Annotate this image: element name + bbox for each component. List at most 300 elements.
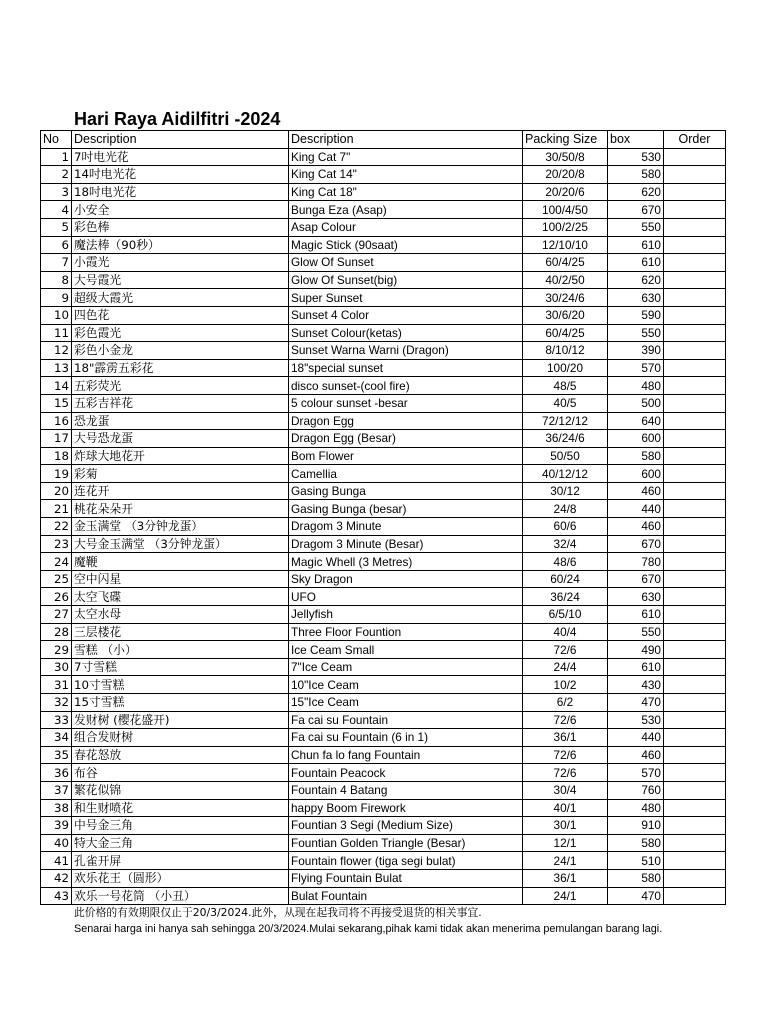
description-english: Fountain Peacock — [289, 764, 523, 782]
order-cell[interactable] — [664, 852, 726, 870]
box-price: 610 — [608, 254, 664, 272]
description-english: 7"Ice Ceam — [289, 658, 523, 676]
table-row — [41, 377, 726, 395]
box-price: 580 — [608, 166, 664, 184]
header-box: box — [608, 131, 664, 149]
box-price: 610 — [608, 606, 664, 624]
row-number: 35 — [41, 746, 72, 764]
row-number: 42 — [41, 869, 72, 887]
header-order: Order — [664, 131, 726, 149]
order-cell[interactable] — [664, 183, 726, 201]
box-price: 530 — [608, 711, 664, 729]
order-cell[interactable] — [664, 148, 726, 166]
packing-size: 100/2/25 — [523, 218, 608, 236]
box-price: 570 — [608, 764, 664, 782]
order-cell[interactable] — [664, 553, 726, 571]
row-number: 33 — [41, 711, 72, 729]
order-cell[interactable] — [664, 254, 726, 272]
table-row — [41, 447, 726, 465]
packing-size: 40/5 — [523, 394, 608, 412]
order-cell[interactable] — [664, 729, 726, 747]
packing-size: 30/4 — [523, 781, 608, 799]
description-english: Magic Stick (90saat) — [289, 236, 523, 254]
description-english: Dragon Egg (Besar) — [289, 430, 523, 448]
description-english: 18"special sunset — [289, 359, 523, 377]
table-row — [41, 729, 726, 747]
packing-size: 60/6 — [523, 518, 608, 536]
description-chinese: 炸球大地花开 — [72, 447, 289, 465]
table-row — [41, 342, 726, 360]
packing-size: 36/1 — [523, 869, 608, 887]
box-price: 760 — [608, 781, 664, 799]
box-price: 480 — [608, 799, 664, 817]
description-chinese: 布谷 — [72, 764, 289, 782]
packing-size: 48/5 — [523, 377, 608, 395]
description-chinese: 太空水母 — [72, 606, 289, 624]
packing-size: 50/50 — [523, 447, 608, 465]
row-number: 27 — [41, 606, 72, 624]
table-row — [41, 606, 726, 624]
order-cell[interactable] — [664, 465, 726, 483]
packing-size: 60/24 — [523, 570, 608, 588]
description-chinese: 欢乐一号花筒 （小丑） — [72, 887, 289, 905]
table-row — [41, 500, 726, 518]
packing-size: 72/6 — [523, 746, 608, 764]
table-row — [41, 482, 726, 500]
row-number: 25 — [41, 570, 72, 588]
packing-size: 12/10/10 — [523, 236, 608, 254]
box-price: 430 — [608, 676, 664, 694]
box-price: 460 — [608, 518, 664, 536]
description-english: Sunset 4 Color — [289, 306, 523, 324]
table-row — [41, 324, 726, 342]
box-price: 470 — [608, 694, 664, 712]
row-number: 7 — [41, 254, 72, 272]
description-english: 5 colour sunset -besar — [289, 394, 523, 412]
table-row — [41, 553, 726, 571]
header-description-chinese: Description — [72, 131, 289, 149]
row-number: 10 — [41, 306, 72, 324]
order-cell[interactable] — [664, 518, 726, 536]
description-english: Fountian 3 Segi (Medium Size) — [289, 817, 523, 835]
table-row — [41, 887, 726, 905]
packing-size: 72/12/12 — [523, 412, 608, 430]
description-english: Bulat Fountain — [289, 887, 523, 905]
packing-size: 30/24/6 — [523, 289, 608, 307]
description-english: Sunset Warna Warni (Dragon) — [289, 342, 523, 360]
order-cell[interactable] — [664, 623, 726, 641]
description-chinese: 太空飞碟 — [72, 588, 289, 606]
table-row — [41, 570, 726, 588]
description-chinese: 发财树 (樱花盛开) — [72, 711, 289, 729]
row-number: 3 — [41, 183, 72, 201]
box-price: 630 — [608, 289, 664, 307]
box-price: 440 — [608, 500, 664, 518]
description-chinese: 五彩荧光 — [72, 377, 289, 395]
box-price: 580 — [608, 834, 664, 852]
row-number: 41 — [41, 852, 72, 870]
description-english: Sunset Colour(ketas) — [289, 324, 523, 342]
order-cell[interactable] — [664, 570, 726, 588]
box-price: 490 — [608, 641, 664, 659]
table-row — [41, 166, 726, 184]
row-number: 8 — [41, 271, 72, 289]
description-english: Flying Fountain Bulat — [289, 869, 523, 887]
packing-size: 20/20/6 — [523, 183, 608, 201]
packing-size: 12/1 — [523, 834, 608, 852]
table-row — [41, 623, 726, 641]
row-number: 24 — [41, 553, 72, 571]
description-chinese: 桃花朵朵开 — [72, 500, 289, 518]
description-chinese: 大号恐龙蛋 — [72, 430, 289, 448]
row-number: 13 — [41, 359, 72, 377]
box-price: 390 — [608, 342, 664, 360]
table-row — [41, 430, 726, 448]
table-row — [41, 465, 726, 483]
row-number: 29 — [41, 641, 72, 659]
table-header-row — [41, 131, 726, 149]
description-english: Fa cai su Fountain (6 in 1) — [289, 729, 523, 747]
description-chinese: 彩色棒 — [72, 218, 289, 236]
box-price: 440 — [608, 729, 664, 747]
table-row — [41, 148, 726, 166]
packing-size: 24/8 — [523, 500, 608, 518]
box-price: 630 — [608, 588, 664, 606]
description-english: Glow Of Sunset — [289, 254, 523, 272]
table-row — [41, 869, 726, 887]
order-cell[interactable] — [664, 641, 726, 659]
box-price: 600 — [608, 465, 664, 483]
packing-size: 72/6 — [523, 711, 608, 729]
table-row — [41, 641, 726, 659]
table-row — [41, 289, 726, 307]
table-row — [41, 518, 726, 536]
description-chinese: 五彩吉祥花 — [72, 394, 289, 412]
row-number: 37 — [41, 781, 72, 799]
table-row — [41, 183, 726, 201]
box-price: 590 — [608, 306, 664, 324]
description-english: Fountian Golden Triangle (Besar) — [289, 834, 523, 852]
row-number: 2 — [41, 166, 72, 184]
order-cell[interactable] — [664, 166, 726, 184]
table-row — [41, 694, 726, 712]
order-cell[interactable] — [664, 834, 726, 852]
description-english: happy Boom Firework — [289, 799, 523, 817]
order-cell[interactable] — [664, 201, 726, 219]
table-row — [41, 764, 726, 782]
row-number: 28 — [41, 623, 72, 641]
description-chinese: 组合发财树 — [72, 729, 289, 747]
box-price: 530 — [608, 148, 664, 166]
box-price: 910 — [608, 817, 664, 835]
description-english: Fountain flower (tiga segi bulat) — [289, 852, 523, 870]
order-cell[interactable] — [664, 500, 726, 518]
description-chinese: 10寸雪糕 — [72, 676, 289, 694]
description-english: Ice Ceam Small — [289, 641, 523, 659]
description-english: Bunga Eza (Asap) — [289, 201, 523, 219]
description-english: 10"Ice Ceam — [289, 676, 523, 694]
row-number: 20 — [41, 482, 72, 500]
description-chinese: 彩色霞光 — [72, 324, 289, 342]
box-price: 500 — [608, 394, 664, 412]
description-chinese: 15寸雪糕 — [72, 694, 289, 712]
description-english: Glow Of Sunset(big) — [289, 271, 523, 289]
description-chinese: 大号金玉满堂 （3分钟龙蛋） — [72, 535, 289, 553]
description-chinese: 7吋电光花 — [72, 148, 289, 166]
description-english: Asap Colour — [289, 218, 523, 236]
description-chinese: 大号霞光 — [72, 271, 289, 289]
box-price: 610 — [608, 236, 664, 254]
packing-size: 30/50/8 — [523, 148, 608, 166]
order-cell[interactable] — [664, 412, 726, 430]
order-cell[interactable] — [664, 676, 726, 694]
row-number: 22 — [41, 518, 72, 536]
row-number: 34 — [41, 729, 72, 747]
packing-size: 36/24/6 — [523, 430, 608, 448]
description-chinese: 超级大霞光 — [72, 289, 289, 307]
description-english: Fountain 4 Batang — [289, 781, 523, 799]
order-cell[interactable] — [664, 535, 726, 553]
row-number: 15 — [41, 394, 72, 412]
table-row — [41, 852, 726, 870]
description-chinese: 雪糕 （小） — [72, 641, 289, 659]
order-cell[interactable] — [664, 430, 726, 448]
packing-size: 32/4 — [523, 535, 608, 553]
description-chinese: 空中闪星 — [72, 570, 289, 588]
box-price: 550 — [608, 218, 664, 236]
description-english: King Cat 18" — [289, 183, 523, 201]
table-row — [41, 817, 726, 835]
box-price: 670 — [608, 535, 664, 553]
row-number: 31 — [41, 676, 72, 694]
packing-size: 40/4 — [523, 623, 608, 641]
description-chinese: 小安全 — [72, 201, 289, 219]
table-row — [41, 781, 726, 799]
packing-size: 100/4/50 — [523, 201, 608, 219]
row-number: 19 — [41, 465, 72, 483]
description-chinese: 7寸雪糕 — [72, 658, 289, 676]
order-cell[interactable] — [664, 658, 726, 676]
order-cell[interactable] — [664, 588, 726, 606]
description-english: Gasing Bunga (besar) — [289, 500, 523, 518]
description-english: Dragon Egg — [289, 412, 523, 430]
description-english: Sky Dragon — [289, 570, 523, 588]
table-row — [41, 658, 726, 676]
row-number: 30 — [41, 658, 72, 676]
description-english: Camellia — [289, 465, 523, 483]
packing-size: 72/6 — [523, 641, 608, 659]
box-price: 460 — [608, 746, 664, 764]
description-chinese: 彩菊 — [72, 465, 289, 483]
row-number: 12 — [41, 342, 72, 360]
order-cell[interactable] — [664, 377, 726, 395]
packing-size: 20/20/8 — [523, 166, 608, 184]
packing-size: 40/2/50 — [523, 271, 608, 289]
description-chinese: 小霞光 — [72, 254, 289, 272]
row-number: 26 — [41, 588, 72, 606]
box-price: 640 — [608, 412, 664, 430]
table-row — [41, 306, 726, 324]
table-row — [41, 535, 726, 553]
row-number: 4 — [41, 201, 72, 219]
box-price: 570 — [608, 359, 664, 377]
packing-size: 60/4/25 — [523, 254, 608, 272]
box-price: 580 — [608, 869, 664, 887]
description-chinese: 连花开 — [72, 482, 289, 500]
packing-size: 60/4/25 — [523, 324, 608, 342]
box-price: 620 — [608, 183, 664, 201]
packing-size: 6/2 — [523, 694, 608, 712]
order-cell[interactable] — [664, 324, 726, 342]
description-chinese: 特大金三角 — [72, 834, 289, 852]
box-price: 550 — [608, 623, 664, 641]
packing-size: 10/2 — [523, 676, 608, 694]
description-english: King Cat 7" — [289, 148, 523, 166]
box-price: 580 — [608, 447, 664, 465]
row-number: 32 — [41, 694, 72, 712]
order-cell[interactable] — [664, 342, 726, 360]
row-number: 16 — [41, 412, 72, 430]
validity-note-chinese: 此价格的有效期限仅止于20/3/2024.此外，从现在起我司将不再接受退货的相关事宜. — [74, 906, 482, 919]
document-title: Hari Raya Aidilfitri -2024 — [74, 109, 281, 129]
table-row — [41, 271, 726, 289]
description-chinese: 恐龙蛋 — [72, 412, 289, 430]
row-number: 14 — [41, 377, 72, 395]
description-chinese: 繁花似锦 — [72, 781, 289, 799]
table-row — [41, 394, 726, 412]
row-number: 9 — [41, 289, 72, 307]
description-english: UFO — [289, 588, 523, 606]
order-cell[interactable] — [664, 359, 726, 377]
row-number: 21 — [41, 500, 72, 518]
table-row — [41, 799, 726, 817]
row-number: 38 — [41, 799, 72, 817]
packing-size: 30/6/20 — [523, 306, 608, 324]
table-row — [41, 412, 726, 430]
order-cell[interactable] — [664, 887, 726, 905]
order-cell[interactable] — [664, 764, 726, 782]
description-chinese: 18"霹雳五彩花 — [72, 359, 289, 377]
row-number: 5 — [41, 218, 72, 236]
validity-note-malay: Senarai harga ini hanya sah sehingga 20/3/2024.Mulai sekarang,pihak kami tidak akan menerima pemulangan barang lagi. — [74, 923, 663, 935]
table-row — [41, 359, 726, 377]
description-english: Jellyfish — [289, 606, 523, 624]
description-chinese: 孔雀开屏 — [72, 852, 289, 870]
packing-size: 72/6 — [523, 764, 608, 782]
box-price: 550 — [608, 324, 664, 342]
row-number: 40 — [41, 834, 72, 852]
description-english: Dragom 3 Minute — [289, 518, 523, 536]
description-chinese: 春花怒放 — [72, 746, 289, 764]
order-cell[interactable] — [664, 817, 726, 835]
packing-size: 36/1 — [523, 729, 608, 747]
order-cell[interactable] — [664, 711, 726, 729]
order-cell[interactable] — [664, 781, 726, 799]
row-number: 36 — [41, 764, 72, 782]
box-price: 780 — [608, 553, 664, 571]
order-cell[interactable] — [664, 694, 726, 712]
description-english: Magic Whell (3 Metres) — [289, 553, 523, 571]
table-row — [41, 254, 726, 272]
order-cell[interactable] — [664, 271, 726, 289]
table-row — [41, 218, 726, 236]
order-cell[interactable] — [664, 394, 726, 412]
row-number: 43 — [41, 887, 72, 905]
box-price: 670 — [608, 570, 664, 588]
description-chinese: 魔鞭 — [72, 553, 289, 571]
row-number: 11 — [41, 324, 72, 342]
packing-size: 30/12 — [523, 482, 608, 500]
description-chinese: 中号金三角 — [72, 817, 289, 835]
description-english: Super Sunset — [289, 289, 523, 307]
order-cell[interactable] — [664, 799, 726, 817]
order-cell[interactable] — [664, 306, 726, 324]
box-price: 670 — [608, 201, 664, 219]
description-english: Fa cai su Fountain — [289, 711, 523, 729]
box-price: 470 — [608, 887, 664, 905]
row-number: 18 — [41, 447, 72, 465]
table-row — [41, 201, 726, 219]
box-price: 610 — [608, 658, 664, 676]
description-english: Chun fa lo fang Fountain — [289, 746, 523, 764]
order-cell[interactable] — [664, 482, 726, 500]
box-price: 480 — [608, 377, 664, 395]
order-cell[interactable] — [664, 218, 726, 236]
order-cell[interactable] — [664, 869, 726, 887]
packing-size: 6/5/10 — [523, 606, 608, 624]
table-row — [41, 711, 726, 729]
description-english: Gasing Bunga — [289, 482, 523, 500]
packing-size: 30/1 — [523, 817, 608, 835]
header-no: No — [41, 131, 72, 149]
row-number: 23 — [41, 535, 72, 553]
box-price: 460 — [608, 482, 664, 500]
order-cell[interactable] — [664, 447, 726, 465]
packing-size: 100/20 — [523, 359, 608, 377]
table-row — [41, 676, 726, 694]
order-cell[interactable] — [664, 289, 726, 307]
order-cell[interactable] — [664, 236, 726, 254]
description-english: 15"Ice Ceam — [289, 694, 523, 712]
box-price: 600 — [608, 430, 664, 448]
row-number: 17 — [41, 430, 72, 448]
description-chinese: 三层楼花 — [72, 623, 289, 641]
description-chinese: 四色花 — [72, 306, 289, 324]
description-chinese: 彩色小金龙 — [72, 342, 289, 360]
packing-size: 8/10/12 — [523, 342, 608, 360]
description-english: disco sunset-(cool fire) — [289, 377, 523, 395]
description-chinese: 14吋电光花 — [72, 166, 289, 184]
description-english: King Cat 14" — [289, 166, 523, 184]
table-row — [41, 746, 726, 764]
packing-size: 24/1 — [523, 887, 608, 905]
table-row — [41, 834, 726, 852]
row-number: 6 — [41, 236, 72, 254]
description-english: Bom Flower — [289, 447, 523, 465]
packing-size: 36/24 — [523, 588, 608, 606]
packing-size: 40/12/12 — [523, 465, 608, 483]
order-cell[interactable] — [664, 606, 726, 624]
description-chinese: 欢乐花王（圆形） — [72, 869, 289, 887]
table-row — [41, 588, 726, 606]
header-packing-size: Packing Size — [523, 131, 608, 149]
packing-size: 24/1 — [523, 852, 608, 870]
description-chinese: 金玉满堂 （3分钟龙蛋） — [72, 518, 289, 536]
box-price: 620 — [608, 271, 664, 289]
description-chinese: 魔法棒（90秒） — [72, 236, 289, 254]
packing-size: 48/6 — [523, 553, 608, 571]
order-cell[interactable] — [664, 746, 726, 764]
